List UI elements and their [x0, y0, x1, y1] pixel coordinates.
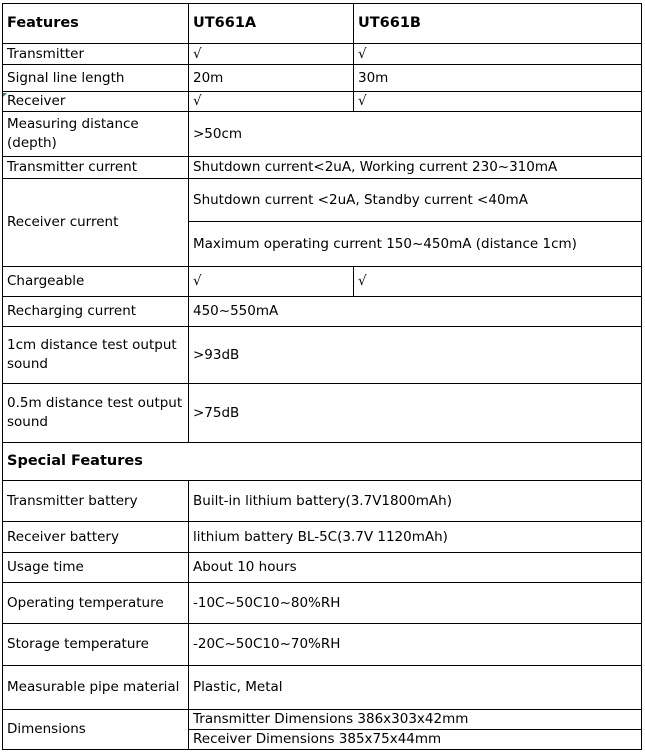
row-label: Signal line length [3, 65, 189, 92]
table-row-chargeable [3, 267, 642, 297]
row-value: Built-in lithium battery(3.7V1800mAh) [189, 481, 642, 522]
table-row-measuring-distance [3, 112, 642, 157]
table-section-special-features [3, 443, 642, 481]
header-model-b: UT661B [354, 4, 642, 44]
row-value: >93dB [189, 327, 642, 384]
table-row-signal-line-length [3, 65, 642, 92]
check-icon: √ [189, 44, 354, 65]
row-value: Plastic, Metal [189, 666, 642, 710]
row-value: Shutdown current<2uA, Working current 230~310mA [189, 157, 642, 179]
table-row-transmitter-battery [3, 481, 642, 522]
table-row-transmitter-current [3, 157, 642, 179]
table-row-pipe-material [3, 666, 642, 710]
row-value: 450~550mA [189, 297, 642, 327]
row-label: Recharging current [3, 297, 189, 327]
table-row-receiver-current [3, 179, 642, 222]
header-model-a: UT661A [189, 4, 354, 44]
row-label: Operating temperature [3, 583, 189, 624]
row-label: Receiver battery [3, 522, 189, 553]
table-row-1cm-test [3, 327, 642, 384]
row-value: -10C~50C10~80%RH [189, 583, 642, 624]
table-row-dimensions [3, 710, 642, 730]
check-icon: √ [354, 92, 642, 112]
row-value-receiver-dimensions: Receiver Dimensions 385x75x44mm [189, 730, 642, 750]
table-row-receiver-battery [3, 522, 642, 553]
table-row-transmitter [3, 44, 642, 65]
row-label: Chargeable [3, 267, 189, 297]
row-label: Receiver current [3, 179, 189, 267]
check-icon: √ [354, 267, 642, 297]
row-label: Transmitter [3, 44, 189, 65]
row-label: Transmitter current [3, 157, 189, 179]
table-row-operating-temperature [3, 583, 642, 624]
header-features: Features [3, 4, 189, 44]
row-label: Usage time [3, 553, 189, 583]
table-row-recharging-current [3, 297, 642, 327]
row-value: >50cm [189, 112, 642, 157]
check-icon: √ [189, 92, 354, 112]
row-value-a: 20m [189, 65, 354, 92]
row-label: 0.5m distance test output sound [3, 384, 189, 443]
table-row-receiver [3, 92, 642, 112]
row-value-line2: Maximum operating current 150~450mA (distance 1cm) [189, 222, 642, 267]
section-title: Special Features [3, 443, 642, 481]
row-label: Transmitter battery [3, 481, 189, 522]
row-value-line1: Shutdown current <2uA, Standby current <40mA [189, 179, 642, 222]
table-row-storage-temperature [3, 624, 642, 666]
row-label: Measuring distance (depth) [3, 112, 189, 157]
table-header-row [3, 4, 642, 44]
row-value: lithium battery BL-5C(3.7V 1120mAh) [189, 522, 642, 553]
row-value: About 10 hours [189, 553, 642, 583]
row-value: >75dB [189, 384, 642, 443]
row-label: 1cm distance test output sound [3, 327, 189, 384]
row-label: Dimensions [3, 710, 189, 750]
row-value: -20C~50C10~70%RH [189, 624, 642, 666]
table-row-usage-time [3, 553, 642, 583]
check-icon: √ [189, 267, 354, 297]
table-row-05m-test [3, 384, 642, 443]
row-label: Storage temperature [3, 624, 189, 666]
check-icon: √ [354, 44, 642, 65]
row-value-b: 30m [354, 65, 642, 92]
specifications-table [2, 3, 642, 750]
row-label: Receiver [3, 92, 189, 112]
row-label: Measurable pipe material [3, 666, 189, 710]
row-value-transmitter-dimensions: Transmitter Dimensions 386x303x42mm [189, 710, 642, 730]
